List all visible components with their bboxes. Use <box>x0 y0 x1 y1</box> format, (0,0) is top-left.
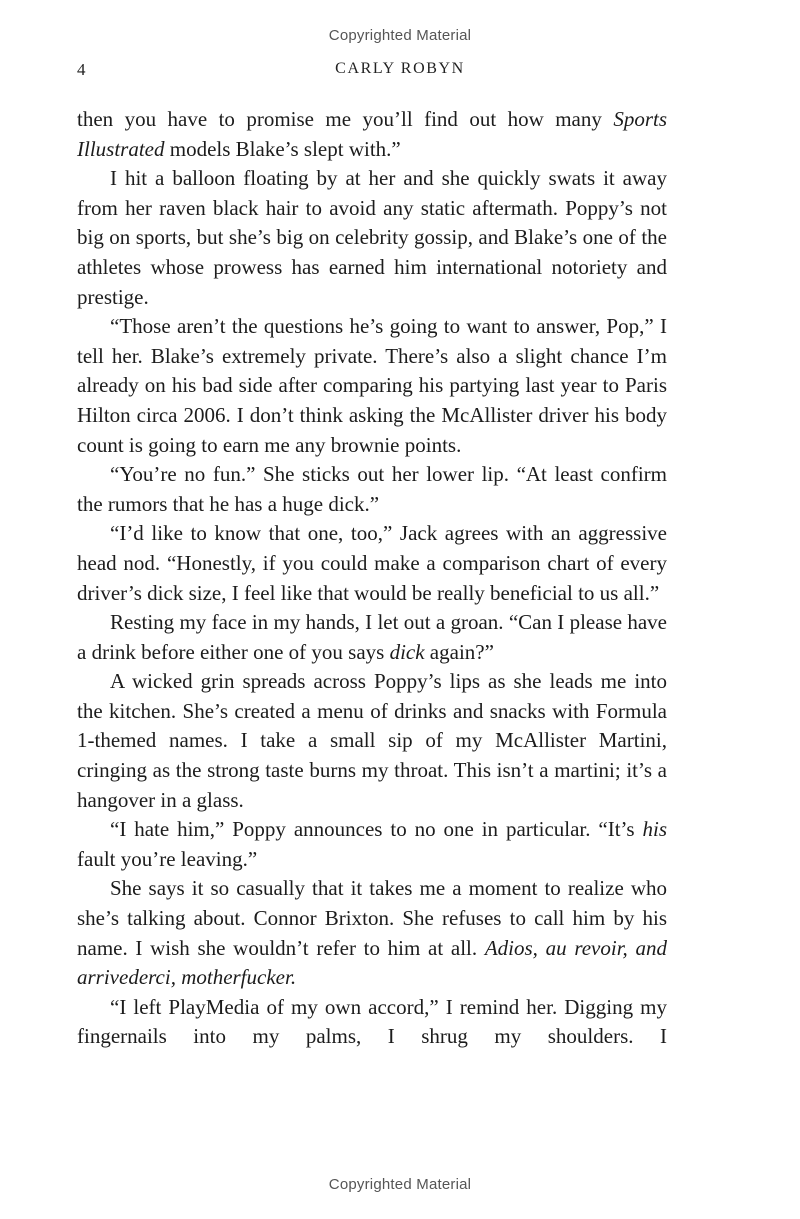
text-run: I hit a balloon floating by at her and she quickly swats it away from her raven black hair to avoid any static aftermath. Poppy’s not big on sports, but she’s big on celebrity gossip, and Blake’s one of the athletes whose prowess has earned him international notoriety and prestige. <box>77 166 667 309</box>
paragraph <box>77 105 667 164</box>
text-run: Resting my face in my hands, I let out a groan. “Can I please have a drink before either one of you says <box>77 610 667 664</box>
italic-text: Adios, au revoir, and arrivederci, motherfucker. <box>77 935 667 990</box>
paragraph <box>77 993 667 1052</box>
page-number: 4 <box>77 60 86 79</box>
text-run: fault you’re leaving.” <box>77 846 258 871</box>
paragraph <box>77 667 667 815</box>
running-head-author: CARLY ROBYN <box>335 60 465 77</box>
text-run: then you have to promise me you’ll find out how many <box>77 107 614 131</box>
italic-text: dick <box>389 639 425 664</box>
text-run: “I’d like to know that one, too,” Jack agrees with an aggressive head nod. “Honestly, if you could make a comparison chart of every driver’s dick size, I feel like that would be really beneficial to us all.” <box>77 521 667 605</box>
text-run: “I hate him,” Poppy announces to no one in particular. “It’s <box>110 817 643 842</box>
italic-text: his <box>642 817 667 842</box>
paragraph <box>77 815 667 874</box>
text-run: models Blake’s slept with.” <box>164 136 401 161</box>
text-run: “Those aren’t the questions he’s going to want to answer, Pop,” I tell her. Blake’s extremely private. There’s also a slight chance I’m already on his bad side after comparing his partying last year to Paris Hilton circa 2006. I don’t think asking the McAllister driver his body count is going to earn me any brownie points. <box>77 314 667 457</box>
paragraph <box>77 874 667 992</box>
text-run: A wicked grin spreads across Poppy’s lips as she leads me into the kitchen. She’s created a menu of drinks and snacks with Formula 1-themed names. I take a small sip of my McAllister Martini, cringing as the strong taste burns my throat. This isn’t a martini; it’s a hangover in a glass. <box>77 669 667 812</box>
paragraph <box>77 608 667 667</box>
text-run: She says it so casually that it takes me a moment to realize who she’s talking about. Connor Brixton. She refuses to call him by his name. I wish she wouldn’t refer to him at all. <box>77 876 667 960</box>
copyright-watermark-bottom: Copyrighted Material <box>328 1176 472 1193</box>
text-run: “You’re no fun.” She sticks out her lower lip. “At least confirm the rumors that he has a huge dick.” <box>77 462 667 516</box>
italic-text: Sports Illustrated <box>77 107 667 161</box>
paragraph <box>77 312 667 460</box>
paragraph <box>77 460 667 519</box>
text-run: “I left PlayMedia of my own accord,” I remind her. Digging my fingernails into my palms, I shrug my shoulders. I <box>77 994 667 1049</box>
paragraph <box>77 164 667 312</box>
paragraph <box>77 519 667 608</box>
text-run: again?” <box>424 639 494 664</box>
body-text <box>77 105 667 1052</box>
copyright-watermark-top: Copyrighted Material <box>328 27 472 44</box>
